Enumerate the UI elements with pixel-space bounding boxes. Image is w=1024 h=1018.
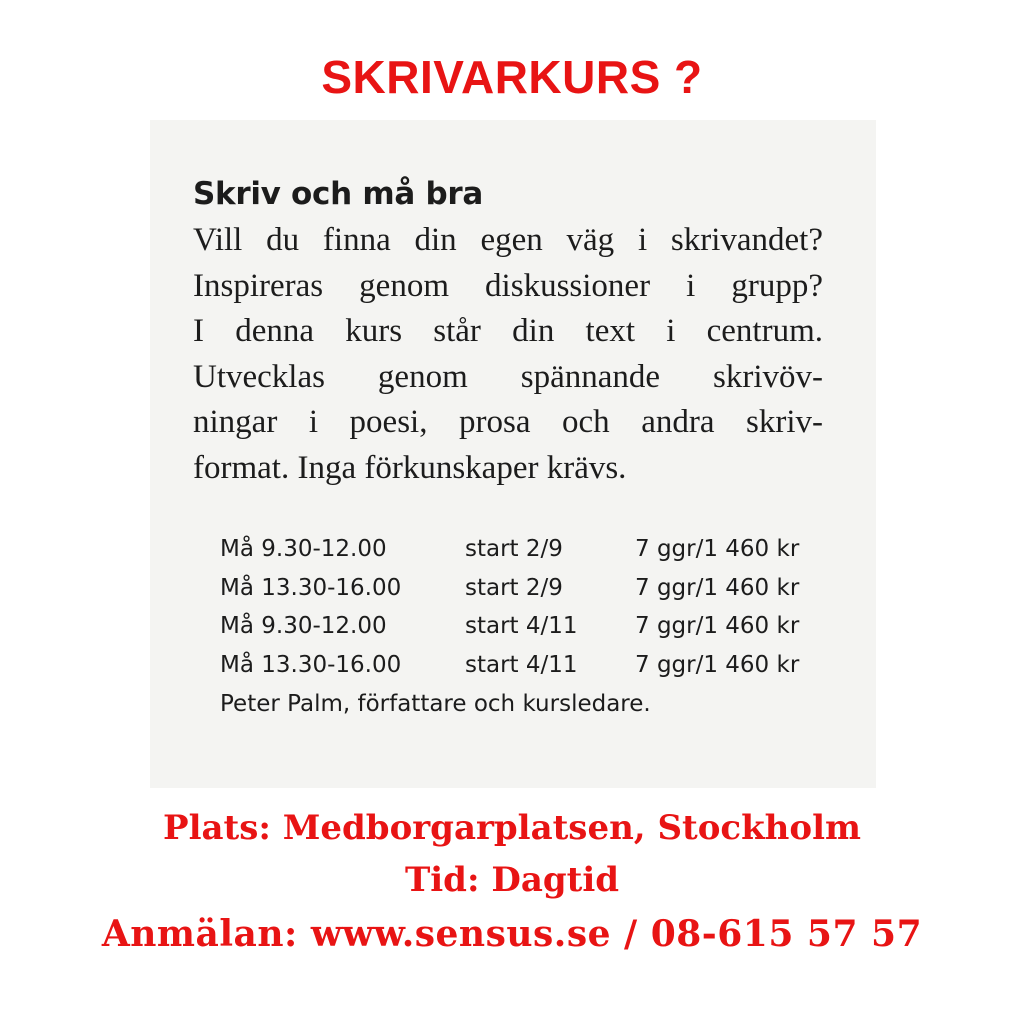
clipping-body bbox=[193, 218, 823, 491]
schedule-row bbox=[220, 613, 840, 652]
schedule-start: start 2/9 bbox=[465, 536, 563, 562]
schedule-start: start 4/11 bbox=[465, 651, 578, 678]
schedule-time: Må 13.30-16.00 bbox=[220, 651, 402, 678]
schedule-row bbox=[220, 652, 840, 691]
info-signup: Anmälan: www.sensus.se / 08-615 57 57 bbox=[101, 913, 923, 955]
schedule-price: 7 ggr/1 460 kr bbox=[635, 613, 800, 639]
body-line: Utvecklas genom spännande skrivöv- bbox=[193, 358, 823, 395]
body-line: Vill du finna din egen väg i skrivandet? bbox=[193, 222, 823, 258]
info-time: Tid: Dagtid bbox=[404, 860, 620, 900]
page-headline: SKRIVARKURS ? bbox=[321, 51, 703, 103]
schedule-row bbox=[220, 536, 840, 575]
clipping-title: Skriv och må bra bbox=[193, 176, 484, 212]
schedule-time: Må 9.30-12.00 bbox=[220, 536, 387, 562]
course-leader: Peter Palm, författare och kursledare. bbox=[220, 691, 651, 717]
newspaper-clipping bbox=[150, 120, 876, 788]
schedule-start: start 2/9 bbox=[465, 574, 563, 601]
schedule-row bbox=[220, 575, 840, 614]
schedule-time: Må 13.30-16.00 bbox=[220, 574, 402, 601]
body-line: format. Inga förkunskaper krävs. bbox=[193, 449, 627, 486]
body-line: I denna kurs står din text i centrum. bbox=[193, 313, 823, 349]
body-line: Inspireras genom diskussioner i grupp? bbox=[193, 267, 823, 304]
schedule-price: 7 ggr/1 460 kr bbox=[635, 536, 800, 562]
schedule-start: start 4/11 bbox=[465, 613, 578, 639]
body-line: ningar i poesi, prosa och andra skriv- bbox=[193, 404, 823, 440]
schedule-price: 7 ggr/1 460 kr bbox=[635, 651, 800, 678]
schedule-price: 7 ggr/1 460 kr bbox=[635, 574, 800, 601]
course-schedule bbox=[220, 536, 840, 690]
info-place: Plats: Medborgarplatsen, Stockholm bbox=[163, 808, 861, 848]
schedule-time: Må 9.30-12.00 bbox=[220, 613, 387, 639]
